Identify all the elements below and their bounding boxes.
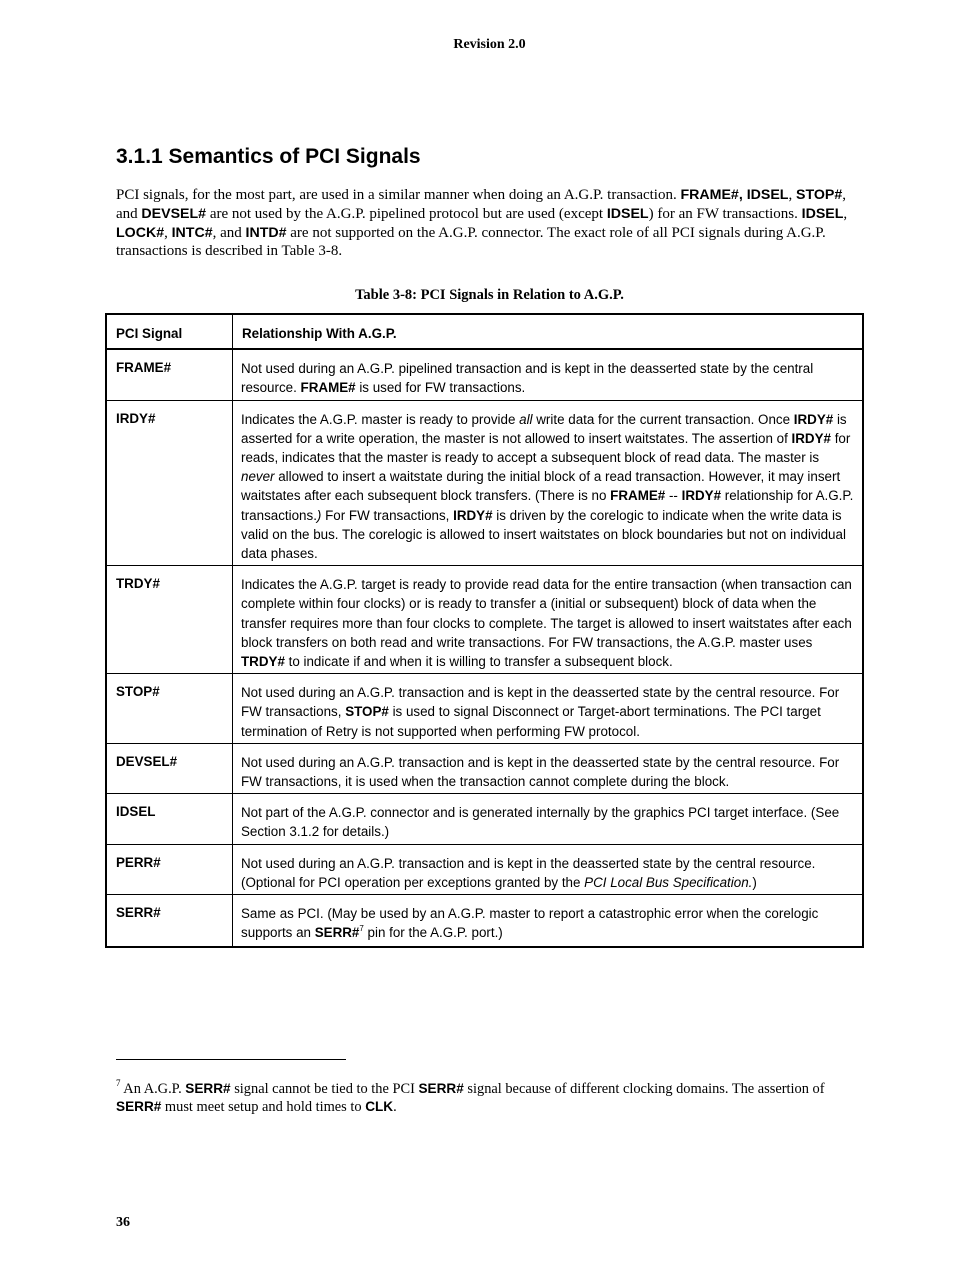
column-header-signal: PCI Signal: [106, 314, 233, 349]
footnote-marker: 7: [116, 1078, 121, 1089]
signal-description: Not used during an A.G.P. transaction and is kept in the deasserted state by the central resource. (Optional for PCI operation per exceptions granted by the PCI Local Bus Specification.): [233, 844, 864, 894]
page-number: 36: [116, 1215, 130, 1230]
table-row-perr: [106, 844, 863, 894]
table-header-row: [106, 314, 863, 349]
table-caption: Table 3-8: PCI Signals in Relation to A.G.P.: [355, 287, 624, 303]
table-row-trdy: [106, 566, 863, 674]
table-row-serr: [106, 895, 863, 948]
signal-description: Indicates the A.G.P. master is ready to provide all write data for the current transaction. Once IRDY# is asserted for a write operation, the master is not allowed to insert waitstates. The assertion of IRDY# for reads, indicates that the master is ready to accept a subsequent block of read data. The master is never allowed to insert a waitstate during the initial block of a read transaction. However, it may insert waitstates after each subsequent block transfers. (There is no FRAME# -- IRDY# relationship for A.G.P. transactions.) For FW transactions, IRDY# is driven by the corelogic to indicate when the write data is valid on the bus. The corelogic is allowed to insert waitstates on block boundaries but not on individual data phases.: [233, 400, 864, 566]
table-row-stop: [106, 674, 863, 744]
signal-name: TRDY#: [106, 566, 233, 674]
signal-name: FRAME#: [106, 349, 233, 400]
signal-name: IDSEL: [106, 794, 233, 844]
signal-description: Not used during an A.G.P. transaction and is kept in the deasserted state by the central resource. For FW transactions, STOP# is used to signal Disconnect or Target-abort terminations. The PCI target termination of Retry is not supported when performing FW protocol.: [233, 674, 864, 744]
signal-description: Not used during an A.G.P. pipelined transaction and is kept in the deasserted state by the central resource. FRAME# is used for FW transactions.: [233, 349, 864, 400]
signal-description: Same as PCI. (May be used by an A.G.P. master to report a catastrophic error when the corelogic supports an SERR#$^7$ pin for the A.G.P. port.): [233, 895, 864, 948]
signal-description: Indicates the A.G.P. target is ready to provide read data for the entire transaction (when transaction can complete within four clocks) or is ready to transfer a (initial or subsequent) block of data when the transfer requires more than four clocks to complete. The target is allowed to insert waitstates after each block transfers on both read and write transactions. For FW transactions, the A.G.P. master uses TRDY# to indicate if and when it is willing to transfer a subsequent block.: [233, 566, 864, 674]
footnote: $^7$ An A.G.P. SERR# signal cannot be tied to the PCI SERR# signal because of different clocking domains. The assertion of SERR# must meet setup and hold times to CLK.: [116, 1078, 825, 1115]
footnote-divider: [116, 1059, 346, 1060]
signal-name: IRDY#: [106, 400, 233, 566]
page-header-revision: Revision 2.0: [453, 37, 526, 52]
signal-name: STOP#: [106, 674, 233, 744]
signal-description: Not used during an A.G.P. transaction and is kept in the deasserted state by the central resource. For FW transactions, it is used when the transaction cannot complete during the block.: [233, 743, 864, 793]
section-heading: 3.1.1 Semantics of PCI Signals: [116, 145, 421, 168]
signal-name: PERR#: [106, 844, 233, 894]
footnote-reference[interactable]: 7: [359, 923, 364, 933]
signal-name: DEVSEL#: [106, 743, 233, 793]
table-row-devsel: [106, 743, 863, 793]
pci-signals-table: [105, 313, 864, 948]
table-row-irdy: [106, 400, 863, 566]
table-row-idsel: [106, 794, 863, 844]
signal-name: SERR#: [106, 895, 233, 948]
intro-paragraph: PCI signals, for the most part, are used in a similar manner when doing an A.G.P. transaction. FRAME#, IDSEL, STOP#, and DEVSEL# are not used by the A.G.P. pipelined protocol but are used (except IDSEL) for an FW transactions. IDSEL, LOCK#, INTC#, and INTD# are not supported on the A.G.P. connector. The exact role of all PCI signals during A.G.P. transactions is described in Table 3-8.: [116, 187, 848, 260]
table-row-frame: [106, 349, 863, 400]
column-header-relationship: Relationship With A.G.P.: [233, 314, 864, 349]
signal-description: Not part of the A.G.P. connector and is generated internally by the graphics PCI target interface. (See Section 3.1.2 for details.): [233, 794, 864, 844]
